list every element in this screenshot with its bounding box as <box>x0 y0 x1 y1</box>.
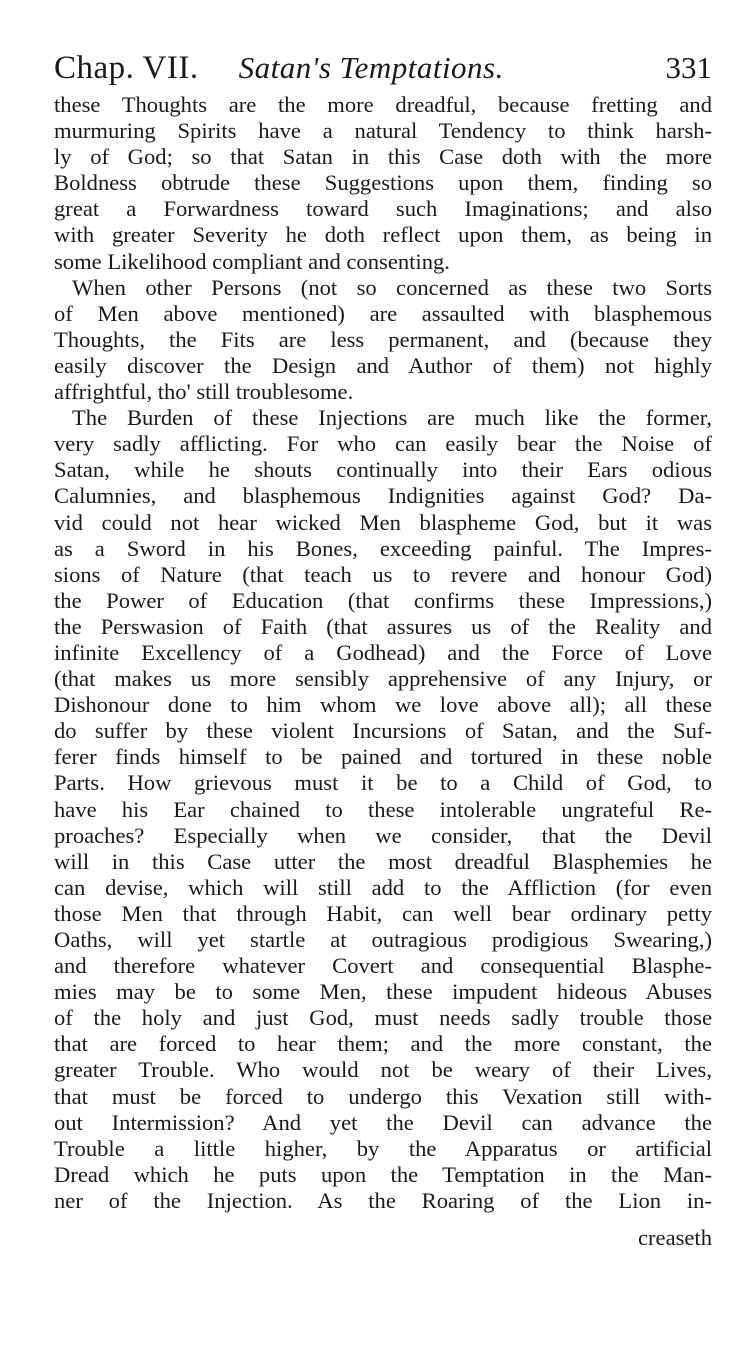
text-line: with greater Severity he doth reflect upon them, as being in <box>54 222 712 248</box>
text-line: Dishonour done to him whom we love above all); all these <box>54 692 712 718</box>
text-line: Calumnies, and blasphemous Indignities against God? Da- <box>54 483 712 509</box>
page-number: 331 <box>665 50 712 85</box>
text-line: affrightful, tho' still troublesome. <box>54 379 354 405</box>
text-line: Thoughts, the Fits are less permanent, and (because they <box>54 326 712 352</box>
text-line: When other Persons (not so concerned as these two Sorts <box>72 274 712 300</box>
text-line: some Likelihood compliant and consenting. <box>54 248 450 274</box>
text-line: Parts. How grievous must it be to a Child of God, to <box>54 770 712 796</box>
text-line: ferer finds himself to be pained and tortured in these noble <box>54 744 712 770</box>
text-line: (that makes us more sensibly apprehensive of any Injury, or <box>54 666 712 692</box>
text-line: Oaths, will yet startle at outragious prodigious Swearing,) <box>54 927 712 952</box>
text-line: sions of Nature (that teach us to revere and honour God) <box>54 561 712 587</box>
text-line: easily discover the Design and Author of them) not highly <box>54 352 712 378</box>
text-line: and therefore whatever Covert and consequential Blasphe- <box>54 953 712 979</box>
text-line: will in this Case utter the most dreadful Blasphemies he <box>54 848 712 874</box>
text-line: Trouble a little higher, by the Apparatus or artificial <box>54 1135 712 1161</box>
chapter-label: Chap. VII. <box>54 50 199 86</box>
text-line: ner of the Injection. As the Roaring of the Lion in- <box>54 1187 712 1213</box>
text-line: vid could not hear wicked Men blaspheme God, but it was <box>54 509 712 535</box>
text-line: out Intermission? And yet the Devil can advance the <box>54 1109 712 1135</box>
text-line: great a Forwardness toward such Imaginations; and also <box>54 196 712 222</box>
running-title: Satan's Temptations. <box>238 50 504 85</box>
text-line: ly of God; so that Satan in this Case doth with the more <box>54 144 712 170</box>
body-text <box>54 92 712 1214</box>
text-line: of the holy and just God, must needs sadly trouble those <box>54 1005 712 1031</box>
text-line: these Thoughts are the more dreadful, because fretting and <box>54 92 712 117</box>
text-line: that are forced to hear them; and the more constant, the <box>54 1031 712 1057</box>
text-line: can devise, which will still add to the Affliction (for even <box>54 874 712 900</box>
text-line: as a Sword in his Bones, exceeding painful. The Impres- <box>54 535 712 561</box>
running-header <box>54 50 712 94</box>
text-line: Satan, while he shouts continually into their Ears odious <box>54 457 712 483</box>
text-line: The Burden of these Injections are much like the former, <box>72 405 712 431</box>
text-line: very sadly afflicting. For who can easily bear the Noise of <box>54 431 712 457</box>
text-line: mies may be to some Men, these impudent hideous Abuses <box>54 979 712 1005</box>
text-line: greater Trouble. Who would not be weary of their Lives, <box>54 1057 712 1083</box>
text-line: that must be forced to undergo this Vexation still with- <box>54 1083 712 1109</box>
text-line: Boldness obtrude these Suggestions upon them, finding so <box>54 170 712 196</box>
text-line: proaches? Especially when we consider, that the Devil <box>54 822 712 848</box>
text-line: the Perswasion of Faith (that assures us of the Reality and <box>54 613 712 639</box>
text-line: murmuring Spirits have a natural Tendency to think harsh- <box>54 118 712 144</box>
text-line: of Men above mentioned) are assaulted with blasphemous <box>54 300 712 326</box>
text-line: have his Ear chained to these intolerable ungrateful Re- <box>54 796 712 822</box>
text-line: infinite Excellency of a Godhead) and the Force of Love <box>54 639 712 665</box>
text-line: do suffer by these violent Incursions of Satan, and the Suf- <box>54 718 712 744</box>
text-line: Dread which he puts upon the Temptation in the Man- <box>54 1161 712 1187</box>
catchword: creaseth <box>637 1225 712 1250</box>
text-line: the Power of Education (that confirms these Impressions,) <box>54 587 712 613</box>
text-line: those Men that through Habit, can well bear ordinary petty <box>54 900 712 926</box>
